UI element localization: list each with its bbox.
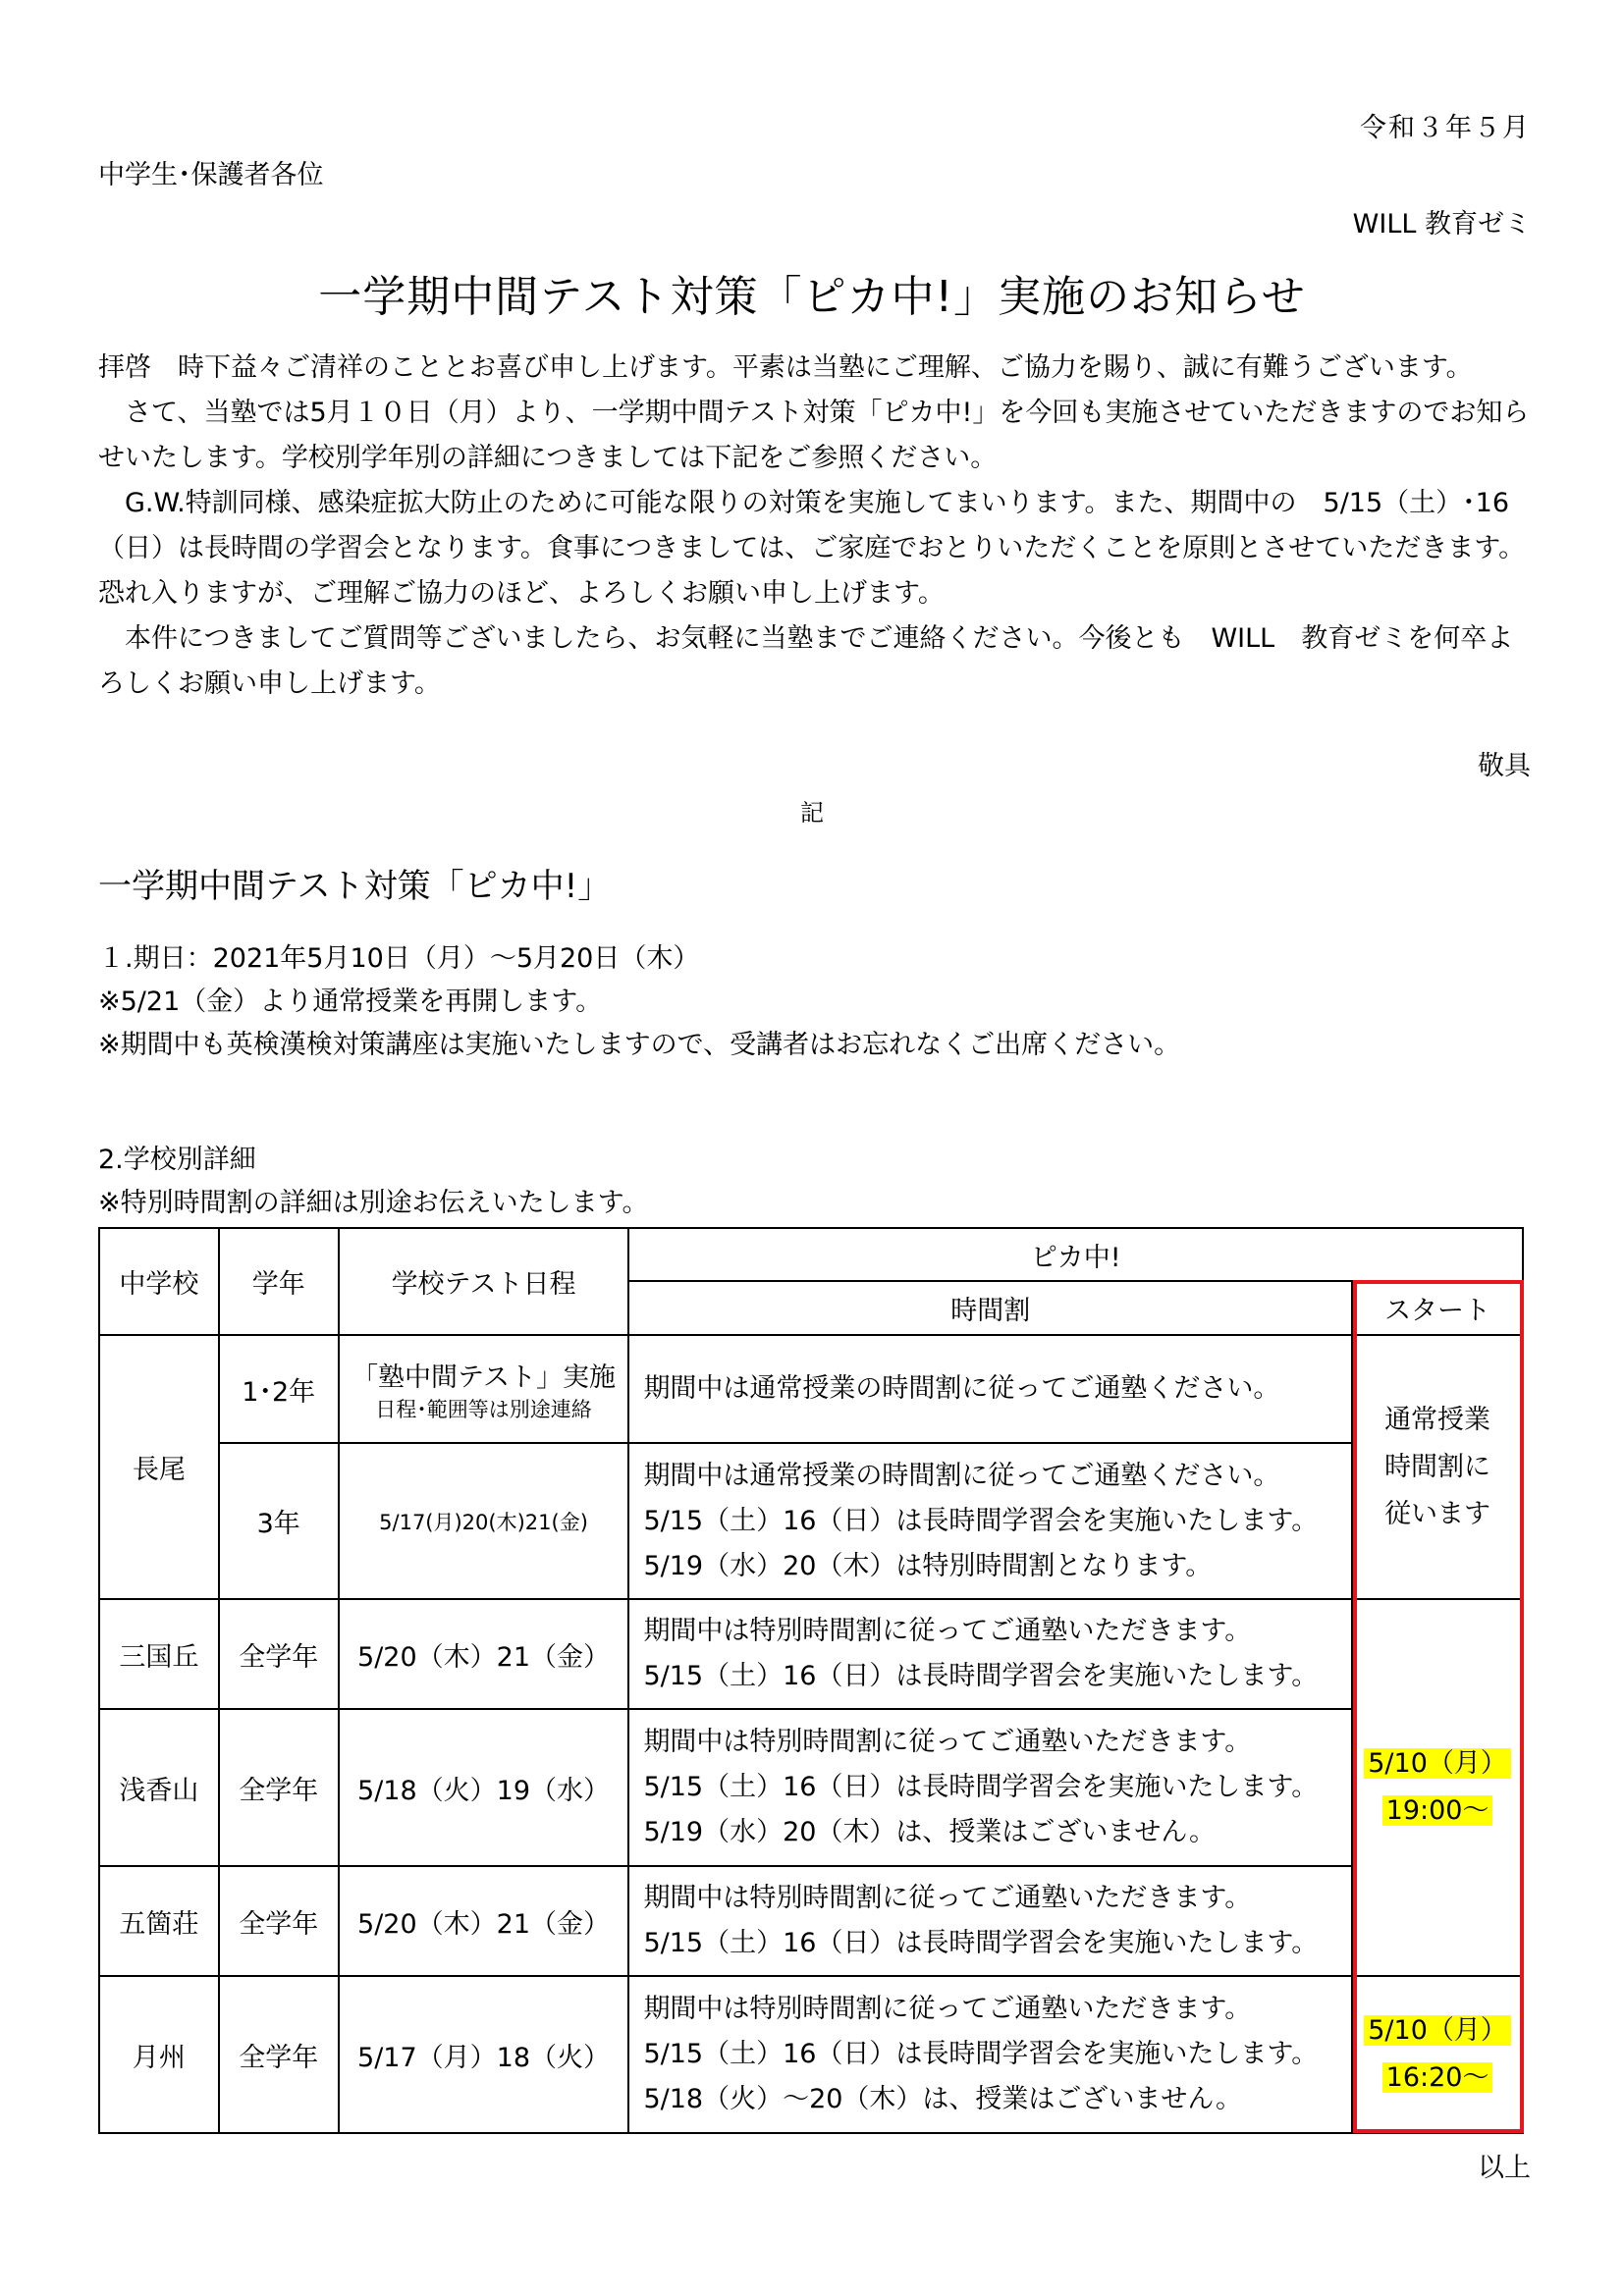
table-row [99,1709,1523,1866]
timetable-line: 5/19（水）20（木）は特別時間割となります。 [643,1550,1213,1581]
test-schedule-cell [339,1335,629,1443]
detail-heading [98,1139,648,1225]
table-row [99,1866,1523,1976]
timetable-line: 5/19（水）20（木）は、授業はございません。 [643,1817,1217,1847]
timetable-cell [628,1443,1352,1599]
closing-keigu: 敬具 [1478,751,1531,781]
header-test-schedule: 学校テスト日程 [339,1228,629,1335]
timetable-line: 期間中は通常授業の時間割に従ってご通塾ください。 [643,1460,1280,1491]
timetable-line: 5/15（土）16（日）は長時間学習会を実施いたします。 [643,1505,1319,1536]
body-paragraph-contact: 本件につきましてご質問等ございましたら、お気軽に当塾までご連絡ください。今後とも WILL 教育ゼミを何卒よろしくお願い申し上げます。 [98,623,1514,699]
header-pikachu: ピカ中! [628,1228,1523,1281]
header-timetable: 時間割 [628,1281,1352,1335]
table-row [99,1335,1523,1443]
grade-cell: 3年 [219,1443,339,1599]
school-schedule-table [98,1227,1524,2134]
document-title: 一学期中間テスト対策「ピカ中!」実施のお知らせ [318,272,1306,322]
closing-ijo: 以上 [1478,2153,1531,2183]
timetable-line: 期間中は特別時間割に従ってご通塾いただきます。 [643,1994,1252,2024]
start-line: 従います [1384,1498,1491,1529]
timetable-line: 5/15（土）16（日）は長時間学習会を実施いたします。 [643,2039,1319,2069]
letter-body [98,346,1532,707]
timetable-line: 期間中は特別時間割に従ってご通塾いただきます。 [643,1883,1252,1913]
detail-title: 2.学校別詳細 [98,1145,256,1175]
test-schedule-line: 「塾中間テスト」実施 [352,1362,616,1393]
timetable-line: 5/15（土）16（日）は長時間学習会を実施いたします。 [643,1772,1319,1802]
table-row [99,1976,1523,2133]
timetable-line: 5/15（土）16（日）は長時間学習会を実施いたします。 [643,1928,1319,1958]
table-header-row [99,1228,1523,1281]
timetable-cell [628,1599,1352,1709]
timetable-cell [628,1709,1352,1866]
start-cell-regular [1352,1335,1523,1599]
start-date-highlight: 5/10（月） [1364,2015,1511,2046]
header-start: スタート [1352,1281,1523,1335]
school-cell: 長尾 [99,1335,219,1599]
grade-cell: 全学年 [219,1709,339,1866]
test-schedule-cell: 5/17（月）18（火） [339,1976,629,2133]
document-date: 令和３年５月 [1360,113,1531,143]
grade-cell: 全学年 [219,1599,339,1709]
grade-cell: 1･2年 [219,1335,339,1443]
start-cell-special [1352,1599,1523,1976]
header-grade: 学年 [219,1228,339,1335]
body-paragraph-greeting: 拝啓 時下益々ご清祥のこととお喜び申し上げます。平素は当塾にご理解、ご協力を賜り、誠に有難うございます。 [98,352,1473,383]
grade-cell: 全学年 [219,1866,339,1976]
grade-cell: 全学年 [219,1976,339,2133]
timetable-line: 期間中は特別時間割に従ってご通塾いただきます。 [643,1727,1252,1757]
period-dates: １.期日：2021年5月10日（月）～5月20日（木） [98,943,700,974]
body-paragraph-announcement: さて、当塾では5月１０日（月）より、一学期中間テスト対策「ピカ中!」を今回も実施させていただきますのでお知らせいたします。学校別学年別の詳細につきましては下記をご参照ください。 [98,398,1530,473]
ki-mark: 記 [800,799,824,827]
eiken-note: ※期間中も英検漢検対策講座は実施いたしますので、受講者はお忘れなくご出席ください。 [98,1030,1181,1060]
body-paragraph-measures: G.W.特訓同様、感染症拡大防止のために可能な限りの対策を実施してまいります。また、期間中の 5/15（土）･16（日）は長時間の学習会となります。食事につきましては、ご家庭でおとりいただくことを原則とさせていただきます。恐れ入りますが、ご理解ご協力のほど、よろしくお願い申し上げます。 [98,488,1526,609]
period-info [98,937,1180,1067]
sender-name: WILL 教育ゼミ [1352,209,1531,240]
start-time-highlight: 16:20～ [1382,2062,1493,2093]
timetable-line: 期間中は特別時間割に従ってご通塾いただきます。 [643,1616,1252,1646]
timetable-cell [628,1866,1352,1976]
test-schedule-cell: 5/18（火）19（水） [339,1709,629,1866]
school-cell: 月州 [99,1976,219,2133]
recipient-line: 中学生･保護者各位 [98,160,324,190]
start-cell-tsukisu [1352,1976,1523,2133]
timetable-line: 5/15（土）16（日）は長時間学習会を実施いたします。 [643,1661,1319,1691]
school-cell: 三国丘 [99,1599,219,1709]
start-line: 通常授業 [1384,1404,1491,1435]
header-school: 中学校 [99,1228,219,1335]
test-schedule-cell: 5/20（木）21（金） [339,1599,629,1709]
test-schedule-cell: 5/17(月)20(木)21(金) [339,1443,629,1599]
timetable-cell [628,1976,1352,2133]
test-schedule-subnote: 日程･範囲等は別途連絡 [375,1397,592,1421]
timetable-line: 期間中は通常授業の時間割に従ってご通塾ください。 [643,1373,1280,1404]
resume-note: ※5/21（金）より通常授業を再開します。 [98,987,603,1017]
table-row [99,1599,1523,1709]
test-schedule-cell: 5/20（木）21（金） [339,1866,629,1976]
table-row [99,1443,1523,1599]
start-line: 時間割に [1384,1451,1491,1482]
timetable-cell [628,1335,1352,1443]
detail-note: ※特別時間割の詳細は別途お伝えいたします。 [98,1188,649,1218]
school-cell: 五箇荘 [99,1866,219,1976]
start-date-highlight: 5/10（月） [1364,1748,1511,1779]
section-title: 一学期中間テスト対策「ピカ中!」 [98,867,612,906]
school-cell: 浅香山 [99,1709,219,1866]
timetable-line: 5/18（火）～20（木）は、授業はございません。 [643,2084,1243,2114]
start-time-highlight: 19:00～ [1382,1795,1493,1826]
